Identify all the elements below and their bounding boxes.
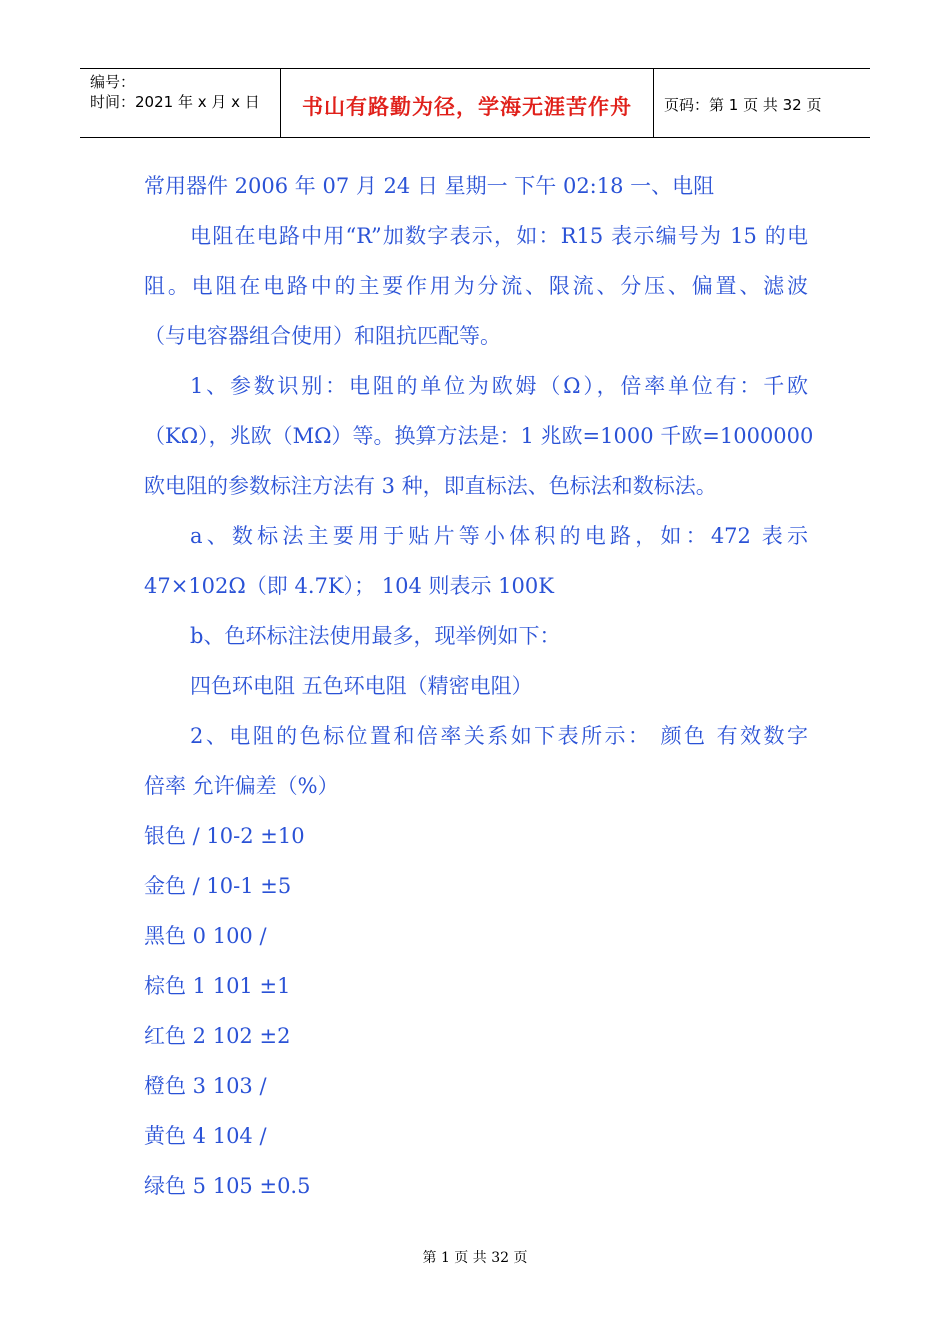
paragraph-line: a、数标法主要用于贴片等小体积的电路，如：472 表示 bbox=[190, 524, 808, 548]
paragraph-line: 1、参数识别：电阻的单位为欧姆（Ω），倍率单位有：千欧 bbox=[190, 374, 808, 398]
color-row-orange: 橙色 3 103 / bbox=[144, 1074, 267, 1098]
table-header-line: 倍率 允许偏差（%） bbox=[144, 774, 339, 798]
header-meta-cell bbox=[80, 69, 281, 137]
paragraph-line: （与电容器组合使用）和阻抗匹配等。 bbox=[144, 324, 501, 348]
header-motto-cell bbox=[281, 69, 654, 137]
page-footer: 第 1 页 共 32 页 bbox=[422, 1250, 528, 1266]
paragraph-line: 2、电阻的色标位置和倍率关系如下表所示： 颜色 有效数字 bbox=[190, 724, 808, 748]
color-row-yellow: 黄色 4 104 / bbox=[144, 1124, 267, 1148]
paragraph-line: 欧电阻的参数标注方法有 3 种，即直标法、色标法和数标法。 bbox=[144, 474, 717, 498]
color-row-red: 红色 2 102 ±2 bbox=[144, 1024, 291, 1048]
document-number-label: 编号： bbox=[90, 73, 136, 91]
header-page-info: 页码：第 1 页 共 32 页 bbox=[664, 96, 822, 114]
color-row-brown: 棕色 1 101 ±1 bbox=[144, 974, 291, 998]
color-row-black: 黑色 0 100 / bbox=[144, 924, 267, 948]
paragraph-line: 电阻在电路中用“R”加数字表示，如：R15 表示编号为 15 的电 bbox=[190, 224, 808, 248]
paragraph-line: （KΩ），兆欧（MΩ）等。换算方法是：1 兆欧=1000 千欧=1000000 bbox=[144, 424, 814, 448]
paragraph-line: 阻。电阻在电路中的主要作用为分流、限流、分压、偏置、滤波 bbox=[144, 274, 808, 298]
paragraph-line: b、色环标注法使用最多，现举例如下： bbox=[190, 624, 561, 648]
motto-text: 书山有路勤为径，学海无涯苦作舟 bbox=[302, 95, 632, 119]
header-table bbox=[80, 68, 870, 138]
paragraph-line: 四色环电阻 五色环电阻（精密电阻） bbox=[190, 674, 533, 698]
paragraph-title-line: 常用器件 2006 年 07 月 24 日 星期一 下午 02:18 一、电阻 bbox=[144, 174, 715, 198]
color-row-gold: 金色 / 10-1 ±5 bbox=[144, 874, 292, 898]
paragraph-line: 47×102Ω（即 4.7K）； 104 则表示 100K bbox=[144, 574, 554, 598]
color-row-silver: 银色 / 10-2 ±10 bbox=[144, 824, 305, 848]
document-date-label: 时间：2021 年 x 月 x 日 bbox=[90, 93, 260, 111]
color-row-green: 绿色 5 105 ±0.5 bbox=[144, 1174, 311, 1198]
header-page-cell bbox=[654, 69, 870, 137]
